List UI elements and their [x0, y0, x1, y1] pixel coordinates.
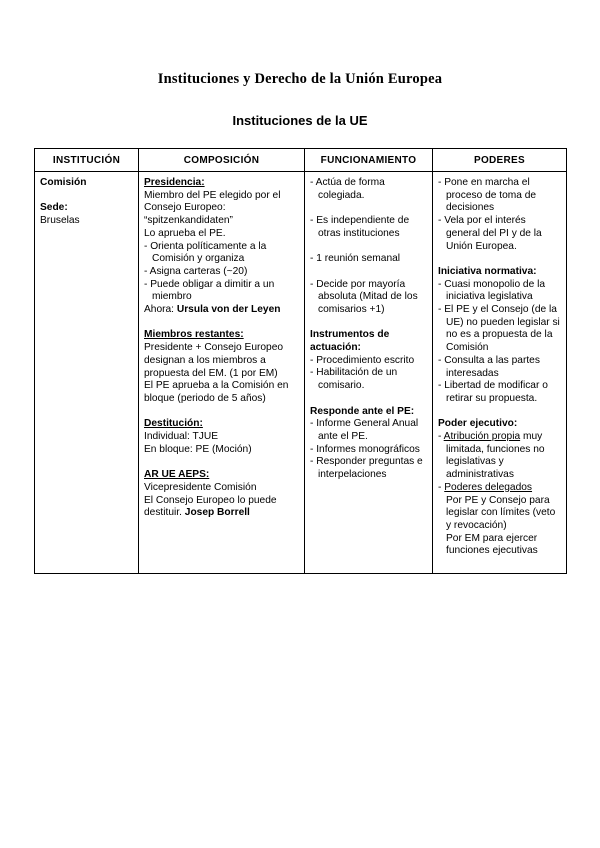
funcionamiento-item: - 1 reunión semanal — [310, 253, 401, 265]
delegados-line: Por EM para ejercer funciones ejecutivas — [446, 532, 538, 557]
header-funcionamiento: FUNCIONAMIENTO — [305, 149, 433, 172]
section-title: Instituciones de la UE — [232, 113, 368, 128]
iniciativa-item: - El PE y el Consejo (de la UE) no pueden legislar si no es a propuesta de la Comisión — [438, 304, 560, 354]
miembros-line: El PE aprueba a la Comisión en bloque (periodo de 5 años) — [144, 380, 289, 404]
atribucion-text: muy limitada, funciones no legislativas y administrativas — [446, 431, 545, 481]
cell-institucion — [35, 172, 139, 574]
table-row — [35, 172, 567, 574]
delegados-item — [438, 482, 562, 495]
instrumentos-item: - Habilitación de un comisario. — [310, 367, 398, 392]
araeps-text-line — [144, 495, 300, 520]
presidencia-heading: Presidencia: — [144, 177, 205, 188]
miembros-line: Presidente + Consejo Europeo designan a los miembros a propuesta del EM. (1 por EM) — [144, 342, 284, 379]
araeps-line: Vicepresidente Comisión — [144, 481, 257, 493]
poderes-item: - Pone en marcha el proceso de toma de decisiones — [438, 177, 537, 214]
destitucion-line: Individual: TJUE — [144, 431, 218, 443]
funcionamiento-item: - Es independiente de otras instituciones — [310, 215, 410, 239]
presidencia-line: “spitzenkandidaten” — [144, 215, 233, 227]
ejecutivo-heading: Poder ejecutivo: — [438, 418, 518, 430]
cell-funcionamiento — [305, 172, 433, 574]
header-institucion: INSTITUCIÓN — [35, 149, 139, 172]
presidencia-item: - Orienta políticamente a la Comisión y organiza — [144, 240, 267, 265]
iniciativa-item: - Libertad de modificar o retirar su propuesta. — [438, 380, 548, 404]
iniciativa-item: - Consulta a las partes interesadas — [438, 354, 540, 379]
sede-value: Bruselas — [40, 215, 80, 227]
atribucion-item — [438, 431, 562, 482]
cell-composicion — [139, 172, 305, 574]
responde-item: - Informe General Anual ante el PE. — [310, 418, 419, 442]
instrumentos-heading: Instrumentos de actuación: — [310, 329, 390, 354]
funcionamiento-item: - Actúa de forma colegiada. — [310, 177, 385, 201]
iniciativa-item: - Cuasi monopolio de la iniciativa legislativa — [438, 278, 546, 303]
institution-name: Comisión — [40, 177, 87, 188]
ahora-label: Ahora: — [144, 304, 177, 316]
destitucion-heading: Destitución: — [144, 418, 203, 430]
araeps-heading: AR UE AEPS: — [144, 469, 210, 481]
delegados-line: Por PE y Consejo para legislar con límites (veto y revocación) — [446, 494, 556, 531]
presidencia-line: Lo aprueba el PE. — [144, 227, 226, 239]
responde-item: - Responder preguntas e interpelaciones — [310, 456, 423, 481]
institutions-table — [34, 148, 567, 574]
poderes-item: - Vela por el interés general del PI y de la Unión Europea. — [438, 215, 542, 252]
funcionamiento-item: - Decide por mayoría absoluta (Mitad de los comisarios +1) — [310, 278, 418, 315]
header-composicion: COMPOSICIÓN — [139, 149, 305, 172]
atribucion-label: Atribución propia — [443, 431, 521, 443]
delegados-label: Poderes delegados — [444, 481, 533, 493]
araeps-name: Josep Borrell — [184, 507, 250, 519]
araeps-text: El Consejo Europeo lo puede destituir. — [144, 494, 277, 519]
atribucion-dash: - — [438, 431, 444, 443]
header-poderes: PODERES — [433, 149, 567, 172]
cell-poderes — [433, 172, 567, 574]
destitucion-line: En bloque: PE (Moción) — [144, 443, 252, 455]
header-row — [35, 149, 567, 172]
responde-heading: Responde ante el PE: — [310, 405, 415, 417]
delegados-dash: - — [438, 481, 445, 493]
instrumentos-item: - Procedimiento escrito — [310, 354, 415, 366]
presidencia-line: Miembro del PE elegido por el Consejo Europeo: — [144, 189, 281, 214]
document-title: Instituciones y Derecho de la Unión Europea — [157, 71, 443, 87]
presidencia-item: - Puede obligar a dimitir a un miembro — [144, 278, 275, 303]
responde-item: - Informes monográficos — [310, 443, 420, 455]
ahora-line — [144, 304, 300, 317]
presidencia-item: - Asigna carteras (~20) — [144, 265, 248, 277]
sede-label: Sede: — [40, 202, 68, 214]
ahora-name: Ursula von der Leyen — [176, 304, 281, 316]
iniciativa-heading: Iniciativa normativa: — [438, 265, 537, 277]
miembros-heading: Miembros restantes: — [144, 329, 244, 341]
